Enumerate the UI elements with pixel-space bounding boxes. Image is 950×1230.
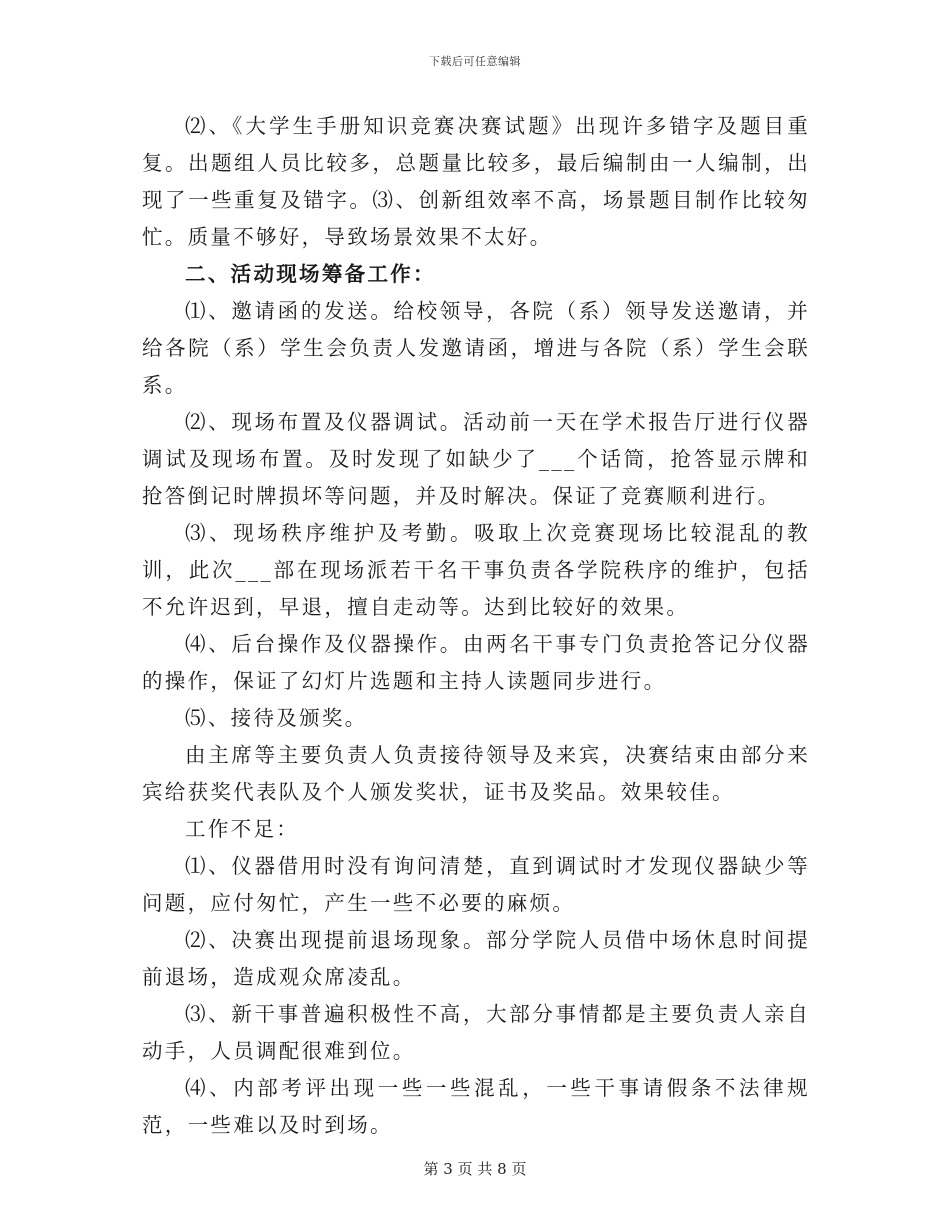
paragraph: ⑵、《大学生手册知识竞赛决赛试题》出现许多错字及题目重复。出题组人员比较多，总题量比较多，最后编制由一人编制，出现了一些重复及错字。⑶、创新组效率不高，场景题目制作比较匆忙。质量不够好，导致场景效果不太好。 [142,114,810,249]
document-body [142,108,810,1144]
section-heading: 二、活动现场筹备工作： [185,262,436,286]
paragraph: ⑷、内部考评出现一些一些混乱，一些干事请假条不法律规范，一些难以及时到场。 [142,1076,810,1137]
paragraph: ⑴、邀请函的发送。给校领导，各院（系）领导发送邀请，并给各院（系）学生会负责人发邀请函，增进与各院（系）学生会联系。 [142,299,810,397]
paragraph: ⑵、决赛出现提前退场现象。部分学院人员借中场休息时间提前退场，造成观众席凌乱。 [142,928,810,989]
page-number: 第 3 页 共 8 页 [423,1160,527,1178]
paragraph: 由主席等主要负责人负责接待领导及来宾，决赛结束由部分来宾给获奖代表队及个人颁发奖状，证书及奖品。效果较佳。 [142,743,810,804]
paragraph: ⑶、新干事普遍积极性不高，大部分事情都是主要负责人亲自动手，人员调配很难到位。 [142,1002,810,1063]
paragraph: ⑶、现场秩序维护及考勤。吸取上次竞赛现场比较混乱的教训，此次___部在现场派若干名干事负责各学院秩序的维护，包括不允许迟到，早退，擅自走动等。达到比较好的效果。 [142,521,810,619]
page-header: 下载后可任意编辑 [429,55,521,68]
subheading: 工作不足： [185,817,300,841]
paragraph: ⑸、接待及颁奖。 [185,706,368,730]
paragraph: ⑴、仪器借用时没有询问清楚，直到调试时才发现仪器缺少等问题，应付匆忙，产生一些不必要的麻烦。 [142,854,810,915]
paragraph: ⑷、后台操作及仪器操作。由两名干事专门负责抢答记分仪器的操作，保证了幻灯片选题和主持人读题同步进行。 [142,632,810,693]
paragraph: ⑵、现场布置及仪器调试。活动前一天在学术报告厅进行仪器调试及现场布置。及时发现了如缺少了___个话筒，抢答显示牌和抢答倒记时牌损坏等问题，并及时解决。保证了竞赛顺利进行。 [142,410,810,508]
